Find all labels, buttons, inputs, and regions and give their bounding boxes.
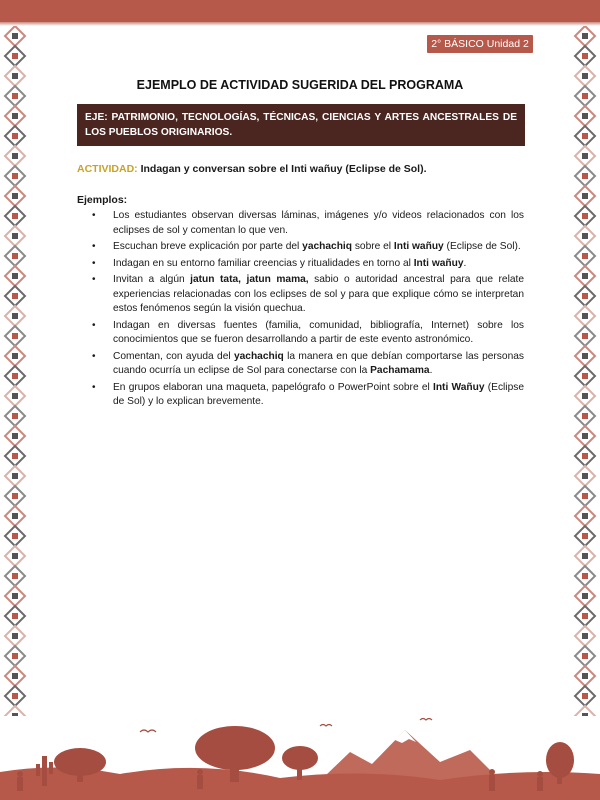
- example-text: la manera en que debían comportarse las personas cuando ocurría un eclipse de Sol para conectarse con la: [113, 350, 524, 376]
- example-item: [90, 381, 524, 410]
- person-figure: [489, 769, 495, 775]
- bird-icon: [140, 730, 156, 732]
- example-text: .: [463, 257, 467, 269]
- example-text: Comentan, con ayuda del: [113, 350, 234, 362]
- border-dot: [12, 673, 18, 679]
- border-dot: [582, 353, 588, 359]
- border-dot: [12, 353, 18, 359]
- border-dot: [582, 313, 588, 319]
- border-dot: [12, 453, 18, 459]
- border-dot: [582, 673, 588, 679]
- border-dot: [12, 533, 18, 539]
- example-text: En grupos elaboran una maqueta, papelógrafo o PowerPoint sobre el: [113, 381, 433, 393]
- person-figure: [197, 769, 203, 775]
- border-dot: [12, 473, 18, 479]
- border-dot: [582, 233, 588, 239]
- border-dot: [12, 153, 18, 159]
- footer-landscape-illustration: [0, 712, 600, 800]
- activity-line: [77, 163, 525, 175]
- examples-list: [90, 209, 524, 412]
- example-item: [90, 240, 524, 255]
- border-dot: [582, 133, 588, 139]
- border-dot: [582, 93, 588, 99]
- example-text: Los estudiantes observan diversas láminas, imágenes y/o videos relacionados con los eclipses de sol y comentan lo que ven.: [113, 210, 524, 236]
- example-text: sobre el: [352, 241, 394, 252]
- bullet-icon: •: [92, 257, 96, 269]
- example-item: [90, 257, 524, 272]
- border-dot: [12, 693, 18, 699]
- bird-icon: [420, 719, 432, 721]
- border-dot: [12, 653, 18, 659]
- border-dot: [12, 433, 18, 439]
- example-term: Inti Wañuy: [433, 381, 485, 393]
- border-dot: [582, 333, 588, 339]
- border-dot: [582, 113, 588, 119]
- example-text: (Eclipse de Sol) y lo explican brevemente.: [113, 381, 524, 407]
- border-dot: [12, 113, 18, 119]
- border-dot: [582, 493, 588, 499]
- example-text: (Eclipse de Sol).: [443, 241, 521, 252]
- border-dot: [12, 593, 18, 599]
- border-dot: [582, 393, 588, 399]
- border-dot: [582, 413, 588, 419]
- example-term: jatun tata, jatun mama,: [190, 274, 309, 285]
- tree-trunk: [230, 752, 239, 782]
- border-dot: [12, 333, 18, 339]
- example-item: [90, 273, 524, 317]
- border-dot: [12, 253, 18, 259]
- border-dot: [582, 653, 588, 659]
- example-text: Invitan a algún: [113, 274, 191, 285]
- border-dot: [582, 173, 588, 179]
- example-item: [90, 209, 524, 238]
- border-dot: [582, 513, 588, 519]
- border-dot: [12, 193, 18, 199]
- border-dot: [12, 413, 18, 419]
- border-dot: [582, 473, 588, 479]
- tree-trunk: [77, 762, 83, 782]
- border-dot: [582, 193, 588, 199]
- top-band: [0, 0, 600, 22]
- border-dot: [582, 53, 588, 59]
- bullet-icon: •: [92, 241, 96, 252]
- border-dot: [12, 293, 18, 299]
- border-dot: [582, 433, 588, 439]
- tree-trunk: [557, 768, 562, 784]
- example-term: Inti wañuy: [413, 257, 464, 269]
- border-dot: [582, 553, 588, 559]
- border-dot: [12, 613, 18, 619]
- border-dot: [582, 273, 588, 279]
- example-term: Inti wañuy: [393, 241, 444, 252]
- example-term: yachachiq: [302, 241, 352, 252]
- left-decorative-border: [2, 26, 28, 716]
- border-dot: [582, 533, 588, 539]
- border-dot: [12, 133, 18, 139]
- border-dot: [12, 313, 18, 319]
- example-item: [90, 350, 524, 379]
- border-dot: [12, 513, 18, 519]
- border-dot: [12, 173, 18, 179]
- eje-banner: [77, 104, 525, 146]
- border-dot: [582, 453, 588, 459]
- border-dot: [582, 693, 588, 699]
- bullet-icon: •: [92, 381, 96, 393]
- border-dot: [12, 553, 18, 559]
- person-figure: [17, 771, 23, 777]
- border-dot: [582, 573, 588, 579]
- example-text: Escuchan breve explicación por parte del: [113, 241, 303, 252]
- example-text: Indagan en su entorno familiar creencias y ritualidades en torno al: [113, 257, 414, 269]
- activity-label: ACTIVIDAD:: [77, 163, 138, 175]
- border-dot: [12, 573, 18, 579]
- border-dot: [582, 33, 588, 39]
- border-dot: [582, 593, 588, 599]
- cactus: [42, 756, 47, 786]
- bullet-icon: •: [92, 350, 96, 362]
- bird-icon: [320, 725, 332, 727]
- border-dot: [582, 293, 588, 299]
- border-dot: [582, 213, 588, 219]
- border-dot: [12, 373, 18, 379]
- example-text: sabio o autoridad ancestral para que relate experiencias relacionadas con los eclipses de sol y para que explique cómo se interpretan estos fenómenos según la visión quechua.: [113, 274, 524, 314]
- border-dot: [12, 273, 18, 279]
- border-dot: [12, 33, 18, 39]
- tree-trunk: [297, 760, 302, 780]
- eje-text: EJE: PATRIMONIO, TECNOLOGÍAS, TÉCNICAS, CIENCIAS Y ARTES ANCESTRALES DE LOS PUEBLOS ORIGINARIOS.: [85, 112, 517, 138]
- border-dot: [582, 153, 588, 159]
- examples-heading: Ejemplos:: [77, 194, 128, 206]
- grade-unit-badge: 2° BÁSICO Unidad 2: [427, 35, 533, 53]
- border-dot: [12, 493, 18, 499]
- border-dot: [582, 633, 588, 639]
- border-dot: [12, 213, 18, 219]
- border-dot: [582, 373, 588, 379]
- border-dot: [12, 53, 18, 59]
- border-dot: [582, 253, 588, 259]
- example-item: [90, 319, 524, 348]
- bullet-icon: •: [92, 210, 96, 221]
- page-title: EJEMPLO DE ACTIVIDAD SUGERIDA DEL PROGRAMA: [136, 78, 464, 92]
- bullet-icon: •: [92, 319, 96, 331]
- border-dot: [12, 93, 18, 99]
- example-text: .: [429, 365, 433, 376]
- border-dot: [12, 633, 18, 639]
- border-dot: [582, 613, 588, 619]
- example-term: yachachiq: [233, 350, 284, 362]
- person-figure: [537, 771, 543, 777]
- example-term: Pachamama: [370, 365, 430, 376]
- right-decorative-border: [572, 26, 598, 716]
- bullet-icon: •: [92, 274, 96, 285]
- border-dot: [12, 233, 18, 239]
- border-dot: [12, 393, 18, 399]
- activity-text: Indagan y conversan sobre el Inti wañuy (Eclipse de Sol).: [140, 163, 427, 175]
- example-text: Indagan en diversas fuentes (familia, comunidad, bibliografía, Internet) sobre los conocimientos que se fueron desarrollando a partir de este evento astronómico.: [113, 319, 524, 345]
